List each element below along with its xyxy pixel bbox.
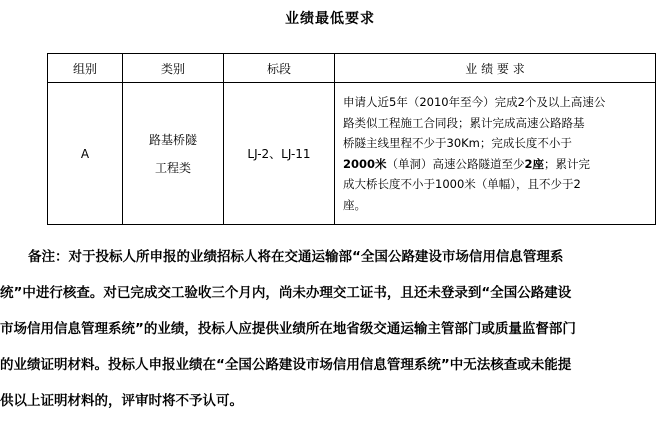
note-line: 的业绩证明材料。投标人申报业绩在“全国公路建设市场信用信息管理系统”中无法核查或未能提: [0, 357, 572, 373]
header-requirement: 业 绩 要 求: [335, 54, 656, 83]
requirement-line: 申请人近5年（2010年至今）完成2个及以上高速公: [343, 95, 606, 109]
cell-category: [123, 83, 224, 225]
note-line: 统”中进行核查。对已完成交工验收三个月内，尚未办理交工证书，且还未登录到“全国公路建设: [0, 285, 572, 301]
header-group: 组别: [48, 54, 123, 83]
category-line: 工程类: [154, 160, 191, 175]
requirement-line: 桥隧主线里程不少于30Km；完成长度不小于: [343, 136, 572, 150]
note-line: 供以上证明材料的，评审时将不予认可。: [0, 393, 243, 409]
page-title: 业绩最低要求: [285, 11, 375, 27]
header-section: 标段: [224, 54, 335, 83]
cell-requirement: [335, 83, 656, 225]
requirement-line: 成大桥长度不小于1000米（单幅），且不少于2: [343, 177, 581, 191]
cell-section: LJ-2、LJ-11: [224, 83, 335, 225]
requirement-line: 座。: [343, 197, 366, 212]
table-row: [48, 83, 656, 225]
requirements-table: [47, 53, 656, 225]
category-line: 路基桥隧: [148, 132, 197, 147]
cell-group: A: [48, 83, 123, 225]
table-header-row: [48, 54, 656, 83]
header-category: 类别: [123, 54, 224, 83]
note-line: 备注：对于投标人所申报的业绩招标人将在交通运输部“全国公路建设市场信用信息管理系: [28, 249, 564, 265]
requirement-line: 2000米（单洞）高速公路隧道至少2座；累计完: [343, 156, 591, 171]
requirement-line: 路类似工程施工合同段；累计完成高速公路路基: [343, 115, 585, 130]
note-line: 市场信用信息管理系统”的业绩，投标人应提供业绩所在地省级交通运输主管部门或质量监督部门: [0, 321, 576, 337]
note-paragraph: [0, 239, 660, 419]
